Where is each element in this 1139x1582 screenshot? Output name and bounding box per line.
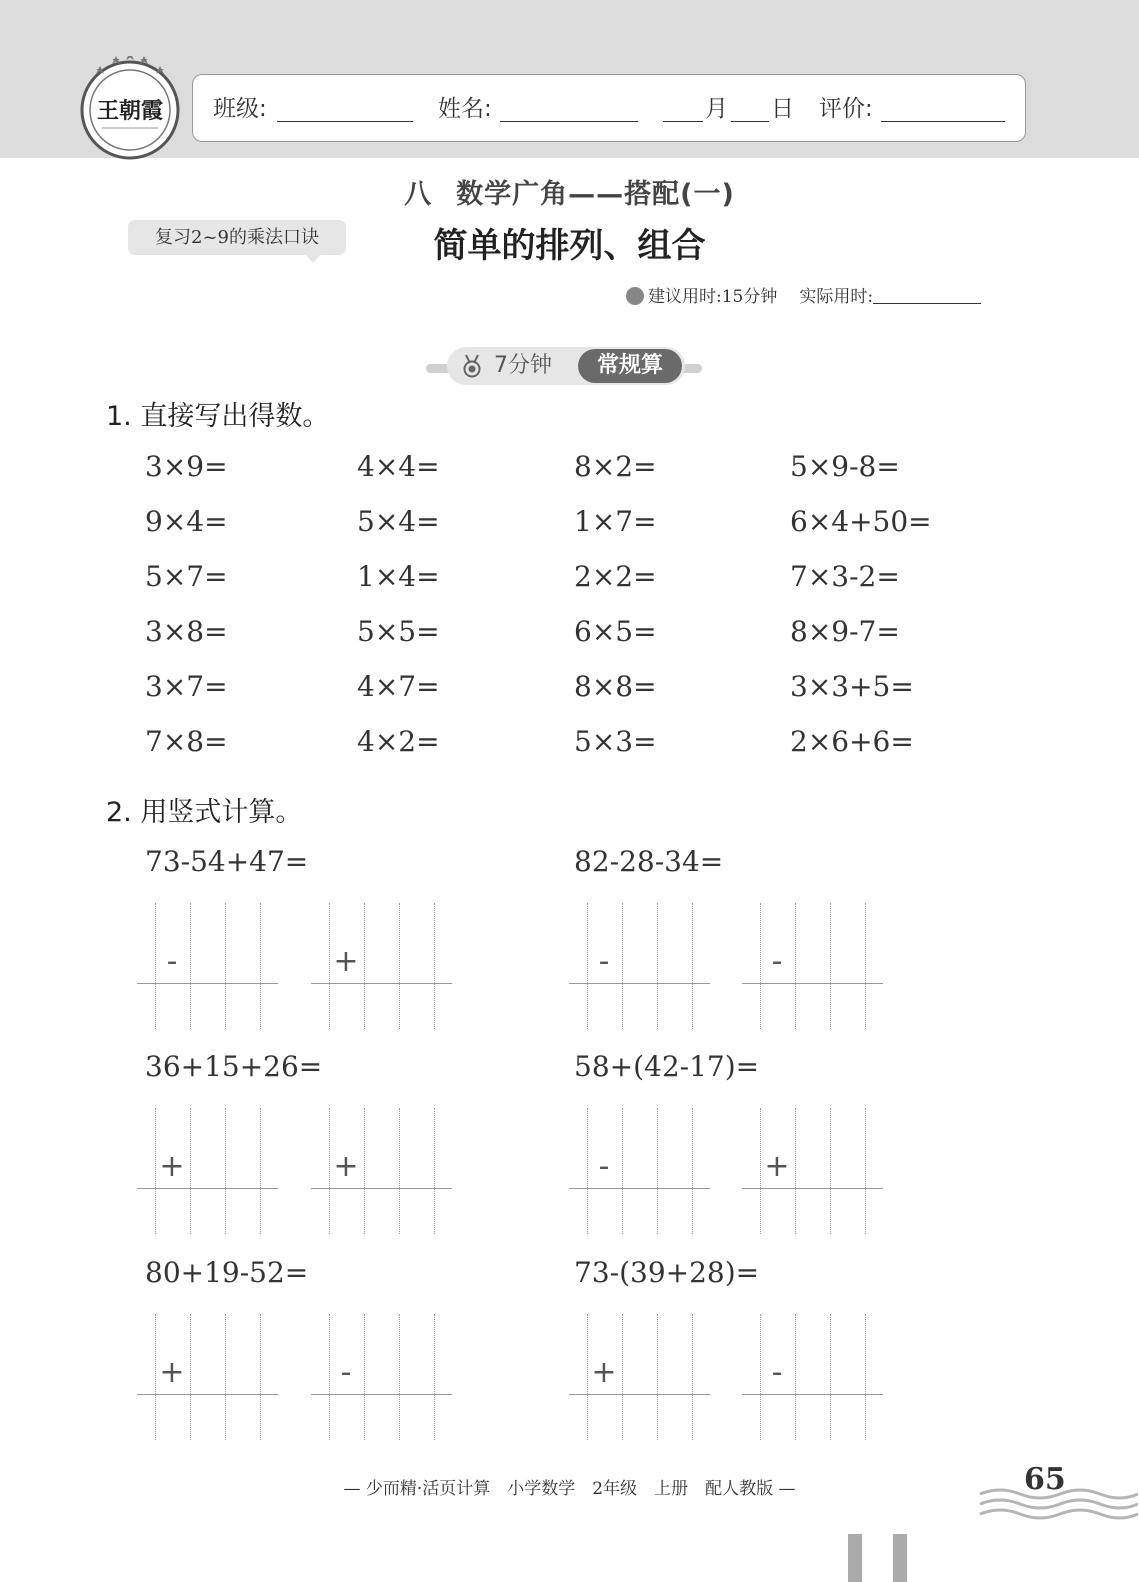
medal-icon: [460, 354, 484, 378]
eval-field[interactable]: [881, 121, 1005, 122]
month-field[interactable]: [663, 121, 703, 122]
vertical-calc-grid[interactable]: [569, 1314, 710, 1440]
q1-expr: 3×3+5=: [790, 670, 914, 703]
name-label: 姓名:: [438, 96, 492, 122]
edge-marker: [848, 1534, 862, 1582]
operator-sign: +: [159, 1149, 185, 1184]
review-tag-text: 复习2~9的乘法口诀: [155, 227, 319, 248]
day-field[interactable]: [731, 121, 769, 122]
vertical-calc-grid[interactable]: [311, 1108, 452, 1234]
q1-title: 1. 直接写出得数。: [106, 401, 330, 432]
unit-title-text: 数学广角——搭配(一): [456, 179, 735, 210]
unit-title: [0, 172, 1139, 211]
sun-icon: [626, 287, 644, 305]
q1-expr: 3×8=: [145, 615, 228, 648]
operator-sign: +: [159, 1355, 185, 1390]
time-row: [626, 284, 981, 310]
operator-sign: -: [598, 944, 610, 979]
q1-expr: 7×8=: [145, 725, 228, 758]
q2-expr: 58+(42-17)=: [574, 1050, 760, 1083]
q1-expr: 9×4=: [145, 505, 228, 538]
vertical-calc-grid[interactable]: [742, 1108, 883, 1234]
q1-expr: 5×4=: [357, 505, 440, 538]
q1-expr: 1×4=: [357, 560, 440, 593]
operator-sign: -: [771, 1355, 783, 1390]
section-time: 7分钟: [494, 353, 552, 378]
operator-sign: +: [591, 1355, 617, 1390]
q1-expr: 8×2=: [574, 450, 657, 483]
actual-time-field[interactable]: [873, 286, 981, 304]
name-field[interactable]: [500, 121, 638, 122]
q1-expr: 2×6+6=: [790, 725, 914, 758]
q1-expr: 5×9-8=: [790, 450, 900, 483]
month-label: 月: [705, 96, 728, 122]
footer-text: — 少而精·活页计算 小学数学 2年级 上册 配人教版 —: [343, 1479, 796, 1499]
vertical-calc-grid[interactable]: [569, 1108, 710, 1234]
student-info-box: [192, 74, 1026, 142]
q1-expr: 1×7=: [574, 505, 657, 538]
publisher-logo: [78, 56, 182, 160]
q1-expr: 4×2=: [357, 725, 440, 758]
q1-expr: 6×4+50=: [790, 505, 932, 538]
section-type: 常规算: [578, 349, 682, 383]
q2-expr: 36+15+26=: [145, 1050, 323, 1083]
logo-text: 王朝霞: [96, 98, 164, 124]
q2-expr: 80+19-52=: [145, 1256, 309, 1289]
operator-sign: +: [764, 1149, 790, 1184]
q2-expr: 73-(39+28)=: [574, 1256, 760, 1289]
vertical-calc-grid[interactable]: [742, 1314, 883, 1440]
day-label: 日: [771, 96, 794, 122]
vertical-calc-grid[interactable]: [137, 1314, 278, 1440]
q1-expr: 3×9=: [145, 450, 228, 483]
operator-sign: -: [771, 944, 783, 979]
lesson-title: 简单的排列、组合: [433, 226, 706, 266]
q1-expr: 8×8=: [574, 670, 657, 703]
edge-marker: [893, 1534, 907, 1582]
actual-time-label: 实际用时:: [799, 287, 874, 307]
eval-label: 评价:: [819, 96, 873, 122]
operator-sign: +: [333, 944, 359, 979]
q1-expr: 2×2=: [574, 560, 657, 593]
vertical-calc-grid[interactable]: [311, 1314, 452, 1440]
operator-sign: -: [598, 1149, 610, 1184]
vertical-calc-grid[interactable]: [137, 903, 278, 1029]
q2-title: 2. 用竖式计算。: [106, 797, 303, 828]
class-label: 班级:: [213, 96, 267, 122]
class-field[interactable]: [277, 121, 413, 122]
vertical-calc-grid[interactable]: [311, 903, 452, 1029]
unit-number: 八: [404, 179, 433, 210]
q1-expr: 5×5=: [357, 615, 440, 648]
q1-expr: 5×3=: [574, 725, 657, 758]
page-number: 65: [1024, 1462, 1066, 1497]
vertical-calc-grid[interactable]: [137, 1108, 278, 1234]
q2-expr: 73-54+47=: [145, 845, 309, 878]
operator-sign: +: [333, 1149, 359, 1184]
q1-expr: 3×7=: [145, 670, 228, 703]
q1-expr: 4×7=: [357, 670, 440, 703]
q1-expr: 5×7=: [145, 560, 228, 593]
q1-expr: 8×9-7=: [790, 615, 900, 648]
q1-expr: 4×4=: [357, 450, 440, 483]
operator-sign: -: [340, 1355, 352, 1390]
vertical-calc-grid[interactable]: [742, 903, 883, 1029]
q2-expr: 82-28-34=: [574, 845, 724, 878]
vertical-calc-grid[interactable]: [569, 903, 710, 1029]
q1-expr: 6×5=: [574, 615, 657, 648]
suggested-time: 建议用时:15分钟: [648, 287, 778, 307]
q1-expr: 7×3-2=: [790, 560, 900, 593]
operator-sign: -: [166, 944, 178, 979]
